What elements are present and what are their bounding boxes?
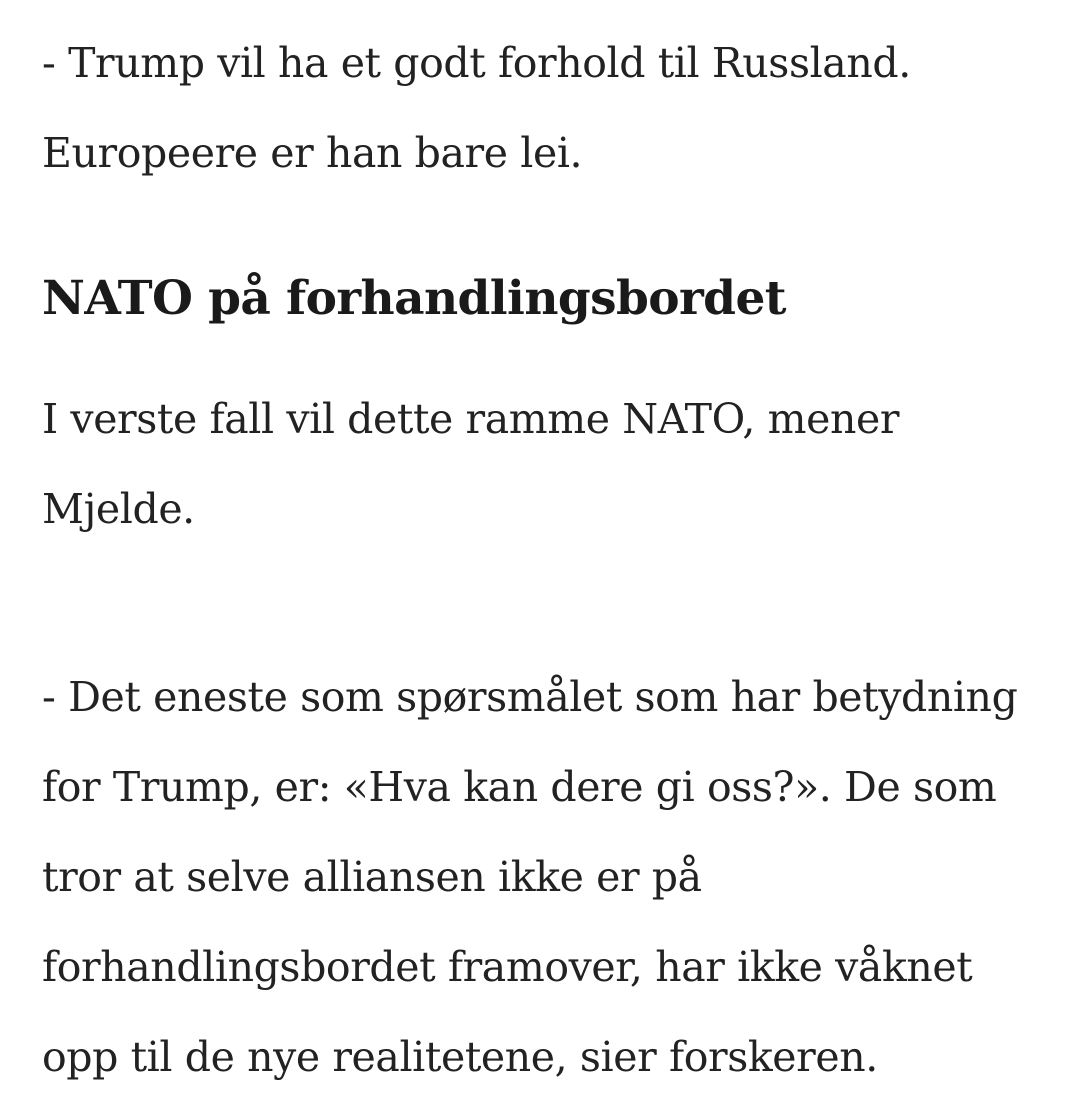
text-line: Europeere er han bare lei.: [42, 129, 583, 177]
section-heading: NATO på forhandlingsbordet: [42, 271, 786, 326]
quote-paragraph-researcher: [42, 652, 1052, 1102]
text-line: - Det eneste som spørsmålet som har betydning: [42, 673, 1018, 721]
quote-paragraph-trump-russia: [42, 18, 1042, 198]
text-line: tror at selve alliansen ikke er på: [42, 853, 702, 901]
text-line: forhandlingsbordet framover, har ikke våknet: [42, 943, 973, 991]
text-line: - Trump vil ha et godt forhold til Russland.: [42, 39, 911, 87]
text-line: for Trump, er: «Hva kan dere gi oss?». De som: [42, 763, 997, 811]
paragraph-nato-impact: [42, 374, 1042, 554]
text-line: I verste fall vil dette ramme NATO, mener: [42, 395, 900, 443]
text-line: opp til de nye realitetene, sier forskeren.: [42, 1033, 878, 1081]
text-line: Mjelde.: [42, 485, 195, 533]
